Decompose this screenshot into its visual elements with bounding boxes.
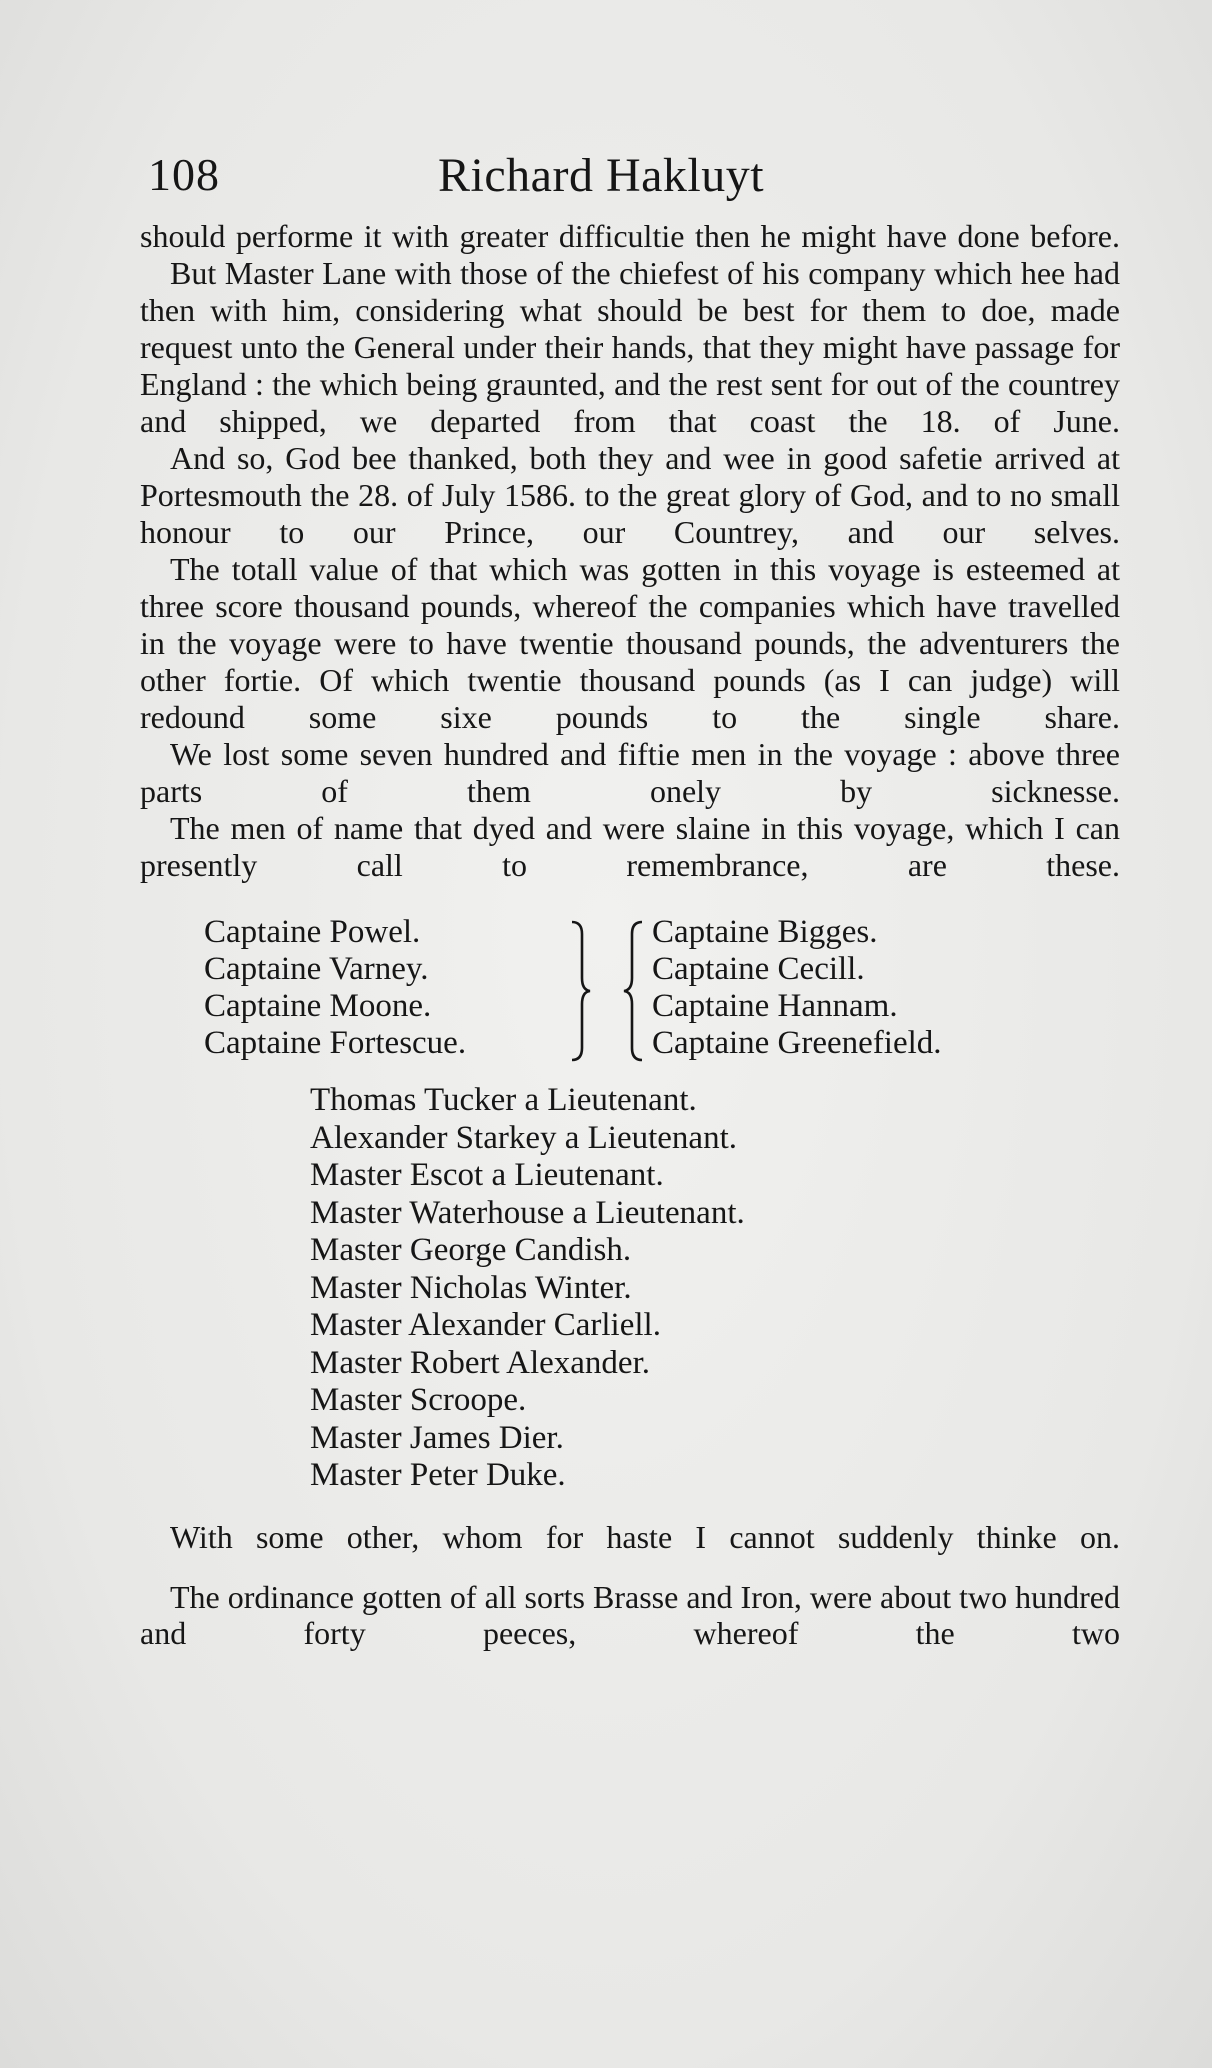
closing-text [140, 1519, 1120, 1651]
captain-entry: Captaine Moone. [204, 988, 432, 1024]
captain-entry: Captaine Hannam. [652, 988, 898, 1024]
captains-right-column [652, 914, 942, 1062]
page-body [140, 218, 1120, 1651]
paragraph: And so, God bee thanked, both they and wee in good safetie arrived at Portesmouth the 28. of July 1586. to the great glory of God, and to no small honour to our Prince, our Countrey, and our selves. [140, 440, 1120, 550]
captain-entry: Captaine Greenefield. [652, 1025, 942, 1061]
captain-entry: Captaine Powel. [204, 914, 421, 950]
officer-entry: Master Escot a Lieutenant. [310, 1157, 664, 1193]
page-header [148, 148, 1028, 208]
captains-left-column [204, 914, 466, 1062]
officer-entry: Master Peter Duke. [310, 1457, 566, 1493]
officer-entry: Master Waterhouse a Lieutenant. [310, 1194, 745, 1231]
paragraph: should performe it with greater difficultie then he might have done before. [140, 218, 1120, 254]
paragraph: With some other, whom for haste I cannot suddenly thinke on. [170, 1518, 1120, 1555]
running-title: Richard Hakluyt [438, 149, 765, 202]
officer-entry: Master Robert Alexander. [310, 1344, 650, 1381]
officer-entry: Thomas Tucker a Lieutenant. [310, 1082, 697, 1118]
officers-list [310, 1082, 1120, 1495]
page-number: 108 [148, 149, 220, 200]
captains-list [140, 914, 1120, 1074]
paragraph: The men of name that dyed and were slaine in this voyage, which I can presently call to remembrance, are these. [140, 810, 1120, 883]
officer-entry: Master James Dier. [310, 1419, 564, 1456]
captain-entry: Captaine Bigges. [652, 914, 878, 950]
paragraph: The ordinance gotten of all sorts Brasse and Iron, were about two hundred and forty peeces, whereof the two [140, 1578, 1120, 1651]
officer-entry: Master Scroope. [310, 1382, 527, 1418]
captain-entry: Captaine Cecill. [652, 951, 865, 987]
paragraph: We lost some seven hundred and fiftie men in the voyage : above three parts of them onely by sicknesse. [140, 736, 1120, 809]
officer-entry: Master Nicholas Winter. [310, 1269, 632, 1306]
captain-entry: Captaine Varney. [204, 951, 429, 987]
paragraph: The totall value of that which was gotten in this voyage is esteemed at three score thousand pounds, whereof the companies which have travelled in the voyage were to have twentie thousand pounds, the adventurers the other fortie. Of which twentie thousand pounds (as I can judge) will redound some sixe pounds to the single share. [140, 551, 1120, 735]
paragraph: But Master Lane with those of the chiefest of his company which hee had then with him, considering what should be best for them to doe, made request unto the General under their hands, that they might have passage for England : the which being graunted, and the rest sent for out of the countrey and shipped, we departed from that coast the 18. of June. [140, 255, 1120, 439]
officer-entry: Master Alexander Carliell. [310, 1307, 661, 1343]
left-brace-icon [622, 920, 644, 1062]
officer-entry: Master George Candish. [310, 1232, 632, 1268]
captain-entry: Captaine Fortescue. [204, 1025, 467, 1061]
right-brace-icon [570, 920, 592, 1062]
officer-entry: Alexander Starkey a Lieutenant. [310, 1119, 737, 1156]
